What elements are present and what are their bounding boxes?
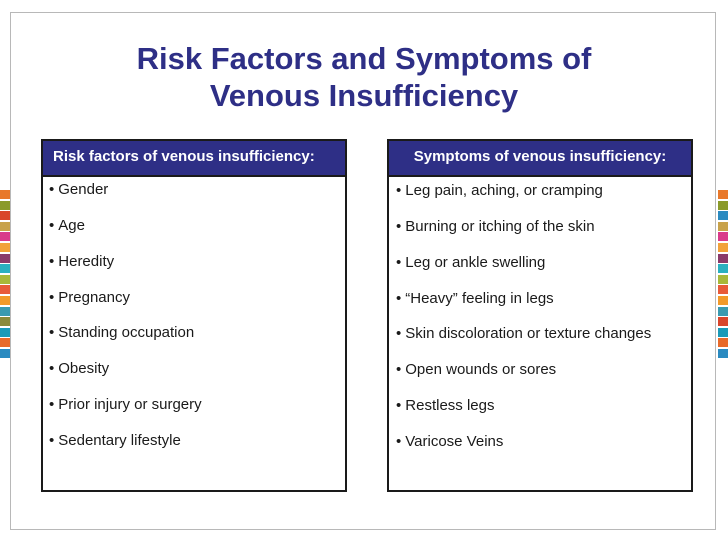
risk-factors-header: Risk factors of venous insufficiency: bbox=[43, 141, 345, 177]
color-square bbox=[718, 317, 728, 326]
bullet: • bbox=[49, 360, 55, 377]
color-square bbox=[0, 254, 10, 263]
symptom-text: Open wounds or sores bbox=[405, 361, 557, 378]
bullet: • bbox=[49, 396, 55, 413]
symptom-text: Leg or ankle swelling bbox=[405, 254, 546, 271]
color-square bbox=[0, 317, 10, 326]
risk-factors-panel bbox=[41, 139, 347, 492]
bullet: • bbox=[49, 324, 55, 341]
bullet: • bbox=[396, 182, 402, 199]
list-item bbox=[396, 361, 556, 379]
bullet: • bbox=[396, 433, 402, 450]
list-item bbox=[49, 324, 194, 342]
bullet: • bbox=[49, 432, 55, 449]
color-square bbox=[718, 201, 728, 210]
color-square bbox=[0, 222, 10, 231]
list-item bbox=[396, 397, 494, 415]
color-square bbox=[0, 328, 10, 337]
color-square bbox=[0, 264, 10, 273]
risk-factor-text: Sedentary lifestyle bbox=[58, 432, 181, 449]
color-square bbox=[0, 275, 10, 284]
symptom-text: Burning or itching of the skin bbox=[405, 218, 595, 235]
color-square bbox=[718, 211, 728, 220]
right-color-strip bbox=[718, 190, 728, 360]
list-item bbox=[396, 182, 603, 200]
bullet: • bbox=[396, 325, 402, 342]
list-item bbox=[49, 217, 85, 235]
color-square bbox=[0, 211, 10, 220]
list-item bbox=[49, 181, 108, 199]
list-item bbox=[396, 325, 651, 343]
risk-factor-text: Prior injury or surgery bbox=[58, 396, 202, 413]
bullet: • bbox=[396, 254, 402, 271]
bullet: • bbox=[396, 397, 402, 414]
color-square bbox=[718, 285, 728, 294]
bullet: • bbox=[49, 253, 55, 270]
color-square bbox=[718, 254, 728, 263]
risk-factor-text: Gender bbox=[58, 181, 109, 198]
color-square bbox=[0, 307, 10, 316]
color-square bbox=[718, 190, 728, 199]
color-square bbox=[718, 349, 728, 358]
slide-title-line-1: Risk Factors and Symptoms of bbox=[136, 41, 592, 76]
list-item bbox=[396, 433, 503, 451]
color-square bbox=[718, 296, 728, 305]
risk-factor-text: Pregnancy bbox=[58, 289, 130, 306]
symptoms-panel bbox=[387, 139, 693, 492]
color-square bbox=[0, 201, 10, 210]
color-square bbox=[718, 275, 728, 284]
list-item bbox=[49, 432, 181, 450]
color-square bbox=[0, 232, 10, 241]
color-square bbox=[718, 243, 728, 252]
symptom-text: Skin discoloration or texture changes bbox=[405, 325, 652, 342]
bullet: • bbox=[396, 361, 402, 378]
risk-factor-text: Age bbox=[58, 217, 85, 234]
color-square bbox=[718, 232, 728, 241]
bullet: • bbox=[396, 290, 402, 307]
list-item bbox=[49, 396, 202, 414]
symptom-text: Restless legs bbox=[405, 397, 495, 414]
slide-title bbox=[0, 40, 728, 114]
color-square bbox=[718, 328, 728, 337]
color-square bbox=[0, 296, 10, 305]
color-square bbox=[718, 338, 728, 347]
color-square bbox=[0, 338, 10, 347]
list-item bbox=[49, 253, 114, 271]
list-item bbox=[49, 289, 130, 307]
bullet: • bbox=[49, 289, 55, 306]
symptom-text: Leg pain, aching, or cramping bbox=[405, 182, 603, 199]
symptom-text: “Heavy” feeling in legs bbox=[405, 290, 554, 307]
symptoms-header: Symptoms of venous insufficiency: bbox=[389, 141, 691, 177]
risk-factor-text: Heredity bbox=[58, 253, 115, 270]
slide-title-line-2: Venous Insufficiency bbox=[209, 78, 519, 113]
risk-factor-text: Obesity bbox=[58, 360, 110, 377]
color-square bbox=[718, 264, 728, 273]
list-item bbox=[396, 254, 545, 272]
bullet: • bbox=[49, 217, 55, 234]
color-square bbox=[0, 349, 10, 358]
color-square bbox=[0, 285, 10, 294]
list-item bbox=[49, 360, 109, 378]
bullet: • bbox=[396, 218, 402, 235]
color-square bbox=[718, 222, 728, 231]
symptom-text: Varicose Veins bbox=[405, 433, 504, 450]
color-square bbox=[718, 307, 728, 316]
bullet: • bbox=[49, 181, 55, 198]
risk-factor-text: Standing occupation bbox=[58, 324, 195, 341]
list-item bbox=[396, 290, 554, 308]
list-item bbox=[396, 218, 595, 236]
left-color-strip bbox=[0, 190, 10, 360]
color-square bbox=[0, 190, 10, 199]
color-square bbox=[0, 243, 10, 252]
